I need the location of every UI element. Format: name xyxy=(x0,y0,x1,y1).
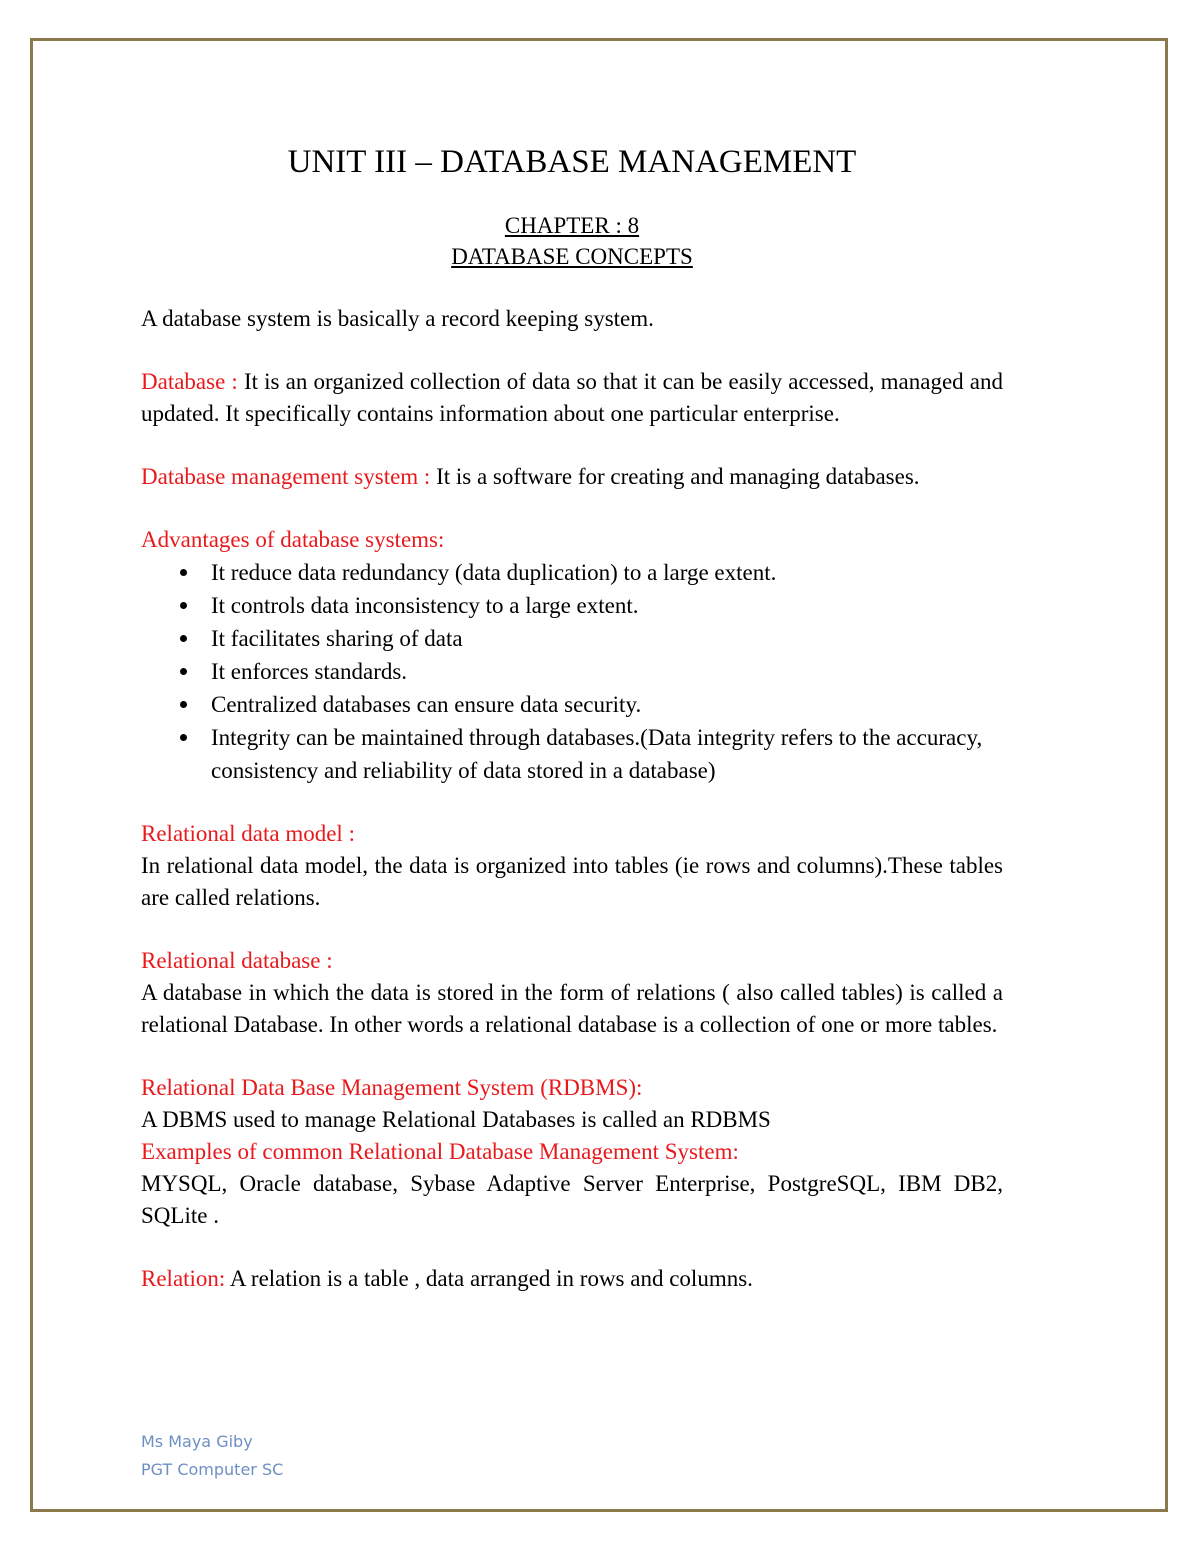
chapter-title: DATABASE CONCEPTS xyxy=(451,244,693,269)
database-text: It is an organized collection of data so that it can be easily accessed, managed and updated. It specifically contains information about one particular enterprise. xyxy=(141,369,1003,426)
relational-model-section xyxy=(141,818,1003,914)
list-item: It enforces standards. xyxy=(211,655,1003,688)
footer-role: PGT Computer SC xyxy=(141,1460,284,1479)
relational-database-heading: Relational database : xyxy=(141,948,333,973)
database-term: Database : xyxy=(141,369,244,394)
document-body xyxy=(141,142,1003,1295)
dbms-text: It is a software for creating and managing databases. xyxy=(436,464,920,489)
intro-paragraph: A database system is basically a record keeping system. xyxy=(141,306,654,331)
relation-definition xyxy=(141,1263,1003,1295)
rdbms-examples-heading: Examples of common Relational Database Management System: xyxy=(141,1139,739,1164)
footer-author: Ms Maya Giby xyxy=(141,1432,253,1451)
list-item: It controls data inconsistency to a large extent. xyxy=(211,589,1003,622)
list-item: Integrity can be maintained through databases.(Data integrity refers to the accuracy, consistency and reliability of data stored in a database) xyxy=(211,721,1003,787)
relation-text: A relation is a table , data arranged in rows and columns. xyxy=(229,1266,753,1291)
relational-database-section xyxy=(141,945,1003,1041)
relational-model-heading: Relational data model : xyxy=(141,821,355,846)
advantages-section xyxy=(141,524,1003,787)
rdbms-text: A DBMS used to manage Relational Databases is called an RDBMS xyxy=(141,1107,771,1132)
relation-term: Relation: xyxy=(141,1266,230,1291)
dbms-term: Database management system : xyxy=(141,464,437,489)
relational-model-text: In relational data model, the data is organized into tables (ie rows and columns).These tables are called relations. xyxy=(141,853,1003,910)
chapter-number: CHAPTER : 8 xyxy=(504,213,640,238)
list-item: Centralized databases can ensure data security. xyxy=(211,688,1003,721)
advantages-heading: Advantages of database systems: xyxy=(141,527,445,552)
list-item: It reduce data redundancy (data duplication) to a large extent. xyxy=(211,556,1003,589)
rdbms-heading: Relational Data Base Management System (RDBMS): xyxy=(141,1075,643,1100)
footer xyxy=(141,1428,283,1484)
rdbms-section xyxy=(141,1072,1003,1232)
dbms-definition xyxy=(141,461,1003,493)
unit-title: UNIT III – DATABASE MANAGEMENT xyxy=(287,144,857,180)
relational-database-text: A database in which the data is stored in the form of relations ( also called tables) is called a relational Database. In other words a relational database is a collection of one or more tables. xyxy=(141,980,1003,1037)
list-item: It facilitates sharing of data xyxy=(211,622,1003,655)
chapter-heading xyxy=(141,210,1003,272)
database-definition xyxy=(141,366,1003,430)
rdbms-examples-text: MYSQL, Oracle database, Sybase Adaptive Server Enterprise, PostgreSQL, IBM DB2, SQLite . xyxy=(141,1171,1003,1228)
advantages-list xyxy=(141,556,1003,787)
